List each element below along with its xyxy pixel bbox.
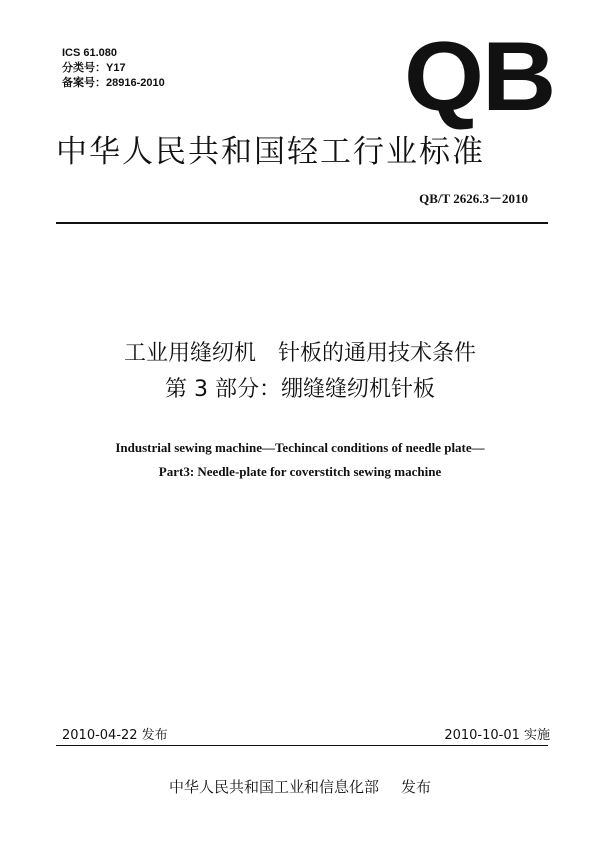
issuer-name: 中华人民共和国工业和信息化部 [168, 778, 379, 796]
title-chinese-line-1: 工业用缝纫机 针板的通用技术条件 [123, 341, 476, 366]
issue-date: 2010-04-22 发布 [62, 728, 168, 743]
issuer-action: 发布 [401, 778, 432, 796]
standard-number: QB/T 2626.3－2010 [419, 191, 528, 206]
issuer-line [0, 776, 600, 797]
title-english-line-1: Industrial sewing machine—Techincal conditions of needle plate— [115, 440, 485, 455]
classification-block [62, 46, 165, 91]
title-english-line-2: Part3: Needle-plate for coverstitch sewing machine [158, 464, 442, 479]
qb-logo: QB [404, 21, 555, 131]
effective-date: 2010-10-01 实施 [444, 728, 550, 743]
record-number: 备案号：28916-2010 [62, 77, 165, 89]
classification-number: 分类号：Y17 [62, 62, 126, 74]
footer-divider [56, 745, 548, 746]
standard-category-title: 中华人民共和国轻工行业标准 [56, 134, 485, 170]
title-chinese-line-2: 第 3 部分：绷缝缝纫机针板 [165, 377, 435, 402]
header-divider [56, 222, 548, 224]
ics-code: ICS 61.080 [62, 47, 118, 59]
